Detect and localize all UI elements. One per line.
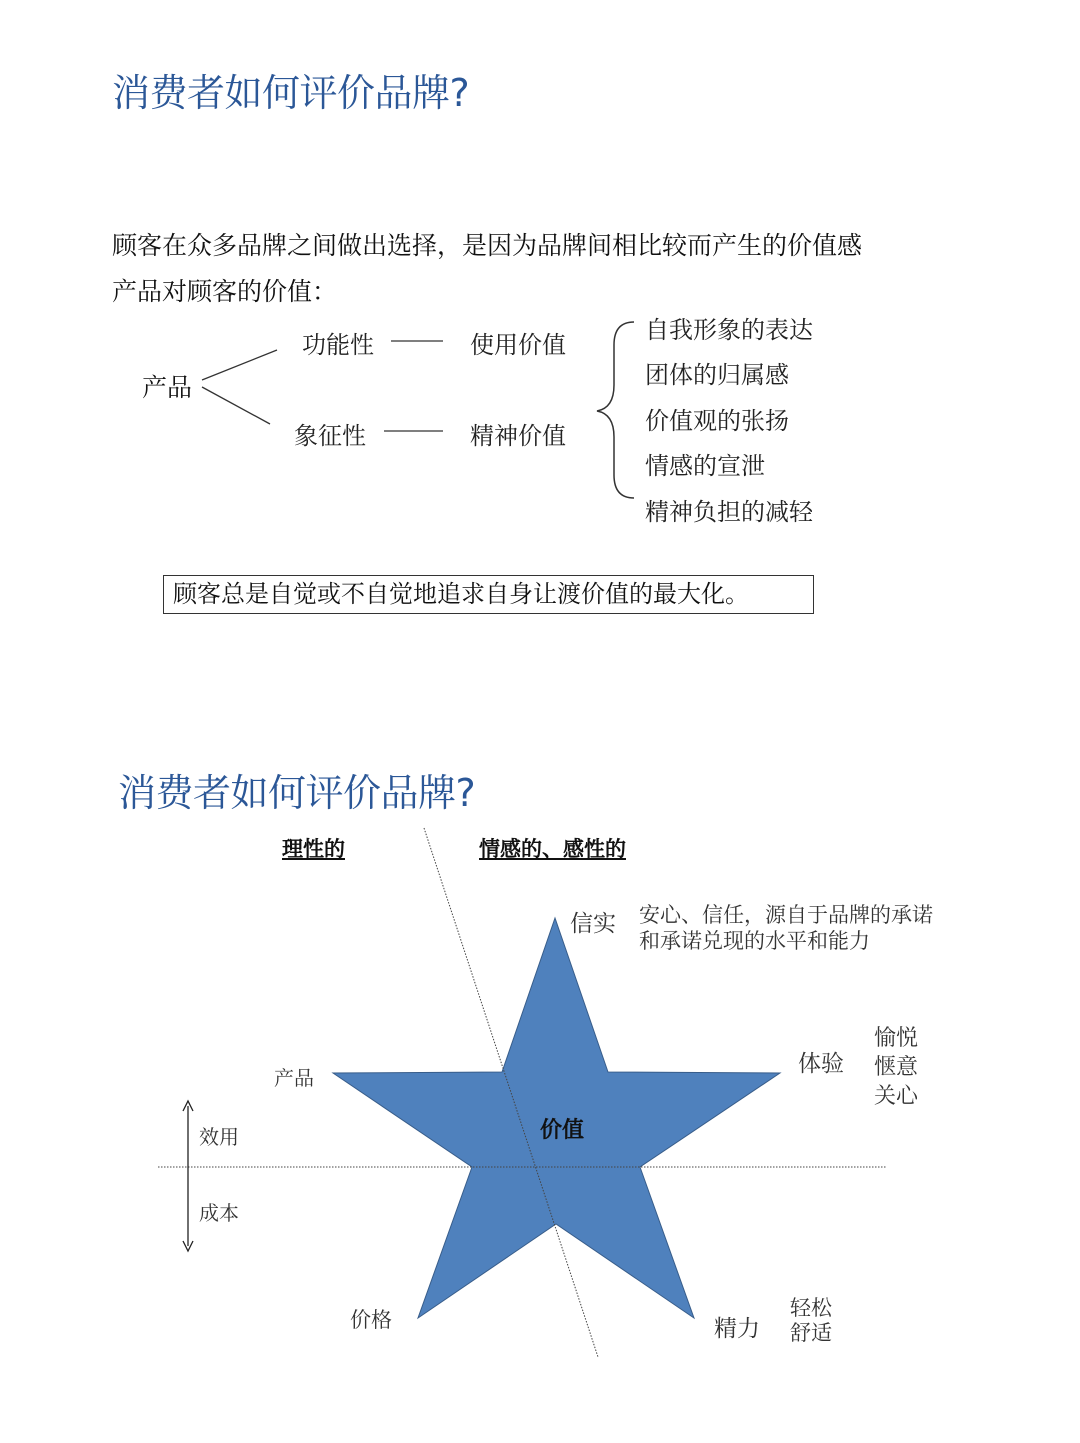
axis-down-label: 成本 bbox=[199, 1201, 239, 1225]
spiritual-value-item: 自我形象的表达 bbox=[645, 316, 813, 344]
diagram-root-product: 产品 bbox=[142, 373, 193, 402]
star-center-value: 价值 bbox=[540, 1118, 585, 1143]
axis-up-label: 效用 bbox=[199, 1125, 239, 1149]
spiritual-value-item: 价值观的张扬 bbox=[645, 407, 789, 435]
point-top-note-line: 安心、信任，源自于品牌的承诺 bbox=[639, 903, 933, 927]
point-top-label: 信实 bbox=[570, 911, 616, 937]
branch-symbolic: 象征性 bbox=[294, 422, 366, 450]
experience-item: 关心 bbox=[874, 1084, 919, 1109]
energy-item: 舒适 bbox=[790, 1321, 832, 1345]
intro-line-2: 产品对顾客的价值： bbox=[112, 277, 338, 306]
energy-item: 轻松 bbox=[790, 1296, 832, 1320]
point-left-label: 产品 bbox=[274, 1066, 314, 1090]
point-bottom-left-label: 价格 bbox=[350, 1308, 392, 1332]
spiritual-value-item: 精神负担的减轻 bbox=[645, 498, 813, 526]
branch-functional: 功能性 bbox=[302, 331, 374, 359]
value-symbolic: 精神价值 bbox=[470, 422, 566, 450]
section1-title: 消费者如何评价品牌? bbox=[112, 71, 470, 115]
point-top-note bbox=[639, 902, 933, 954]
spiritual-value-item: 团体的归属感 bbox=[645, 361, 789, 389]
header-emotional: 情感的、感性的 bbox=[479, 837, 626, 861]
header-rational: 理性的 bbox=[282, 837, 345, 861]
section2-title: 消费者如何评价品牌? bbox=[118, 771, 476, 815]
intro-line-1: 顾客在众多品牌之间做出选择，是因为品牌间相比较而产生的价值感 bbox=[112, 231, 863, 260]
point-bottom-right-items bbox=[790, 1296, 832, 1346]
point-right-items bbox=[874, 1024, 918, 1111]
experience-item: 愉悦 bbox=[874, 1026, 919, 1051]
point-right-label: 体验 bbox=[798, 1051, 844, 1077]
point-top-note-line: 和承诺兑现的水平和能力 bbox=[639, 929, 870, 953]
experience-item: 惬意 bbox=[874, 1055, 919, 1080]
boxed-statement: 顾客总是自觉或不自觉地追求自身让渡价值的最大化。 bbox=[163, 575, 814, 614]
spiritual-value-item: 情感的宣泄 bbox=[645, 452, 765, 480]
point-bottom-right-label: 精力 bbox=[714, 1316, 760, 1342]
value-functional: 使用价值 bbox=[470, 331, 566, 359]
